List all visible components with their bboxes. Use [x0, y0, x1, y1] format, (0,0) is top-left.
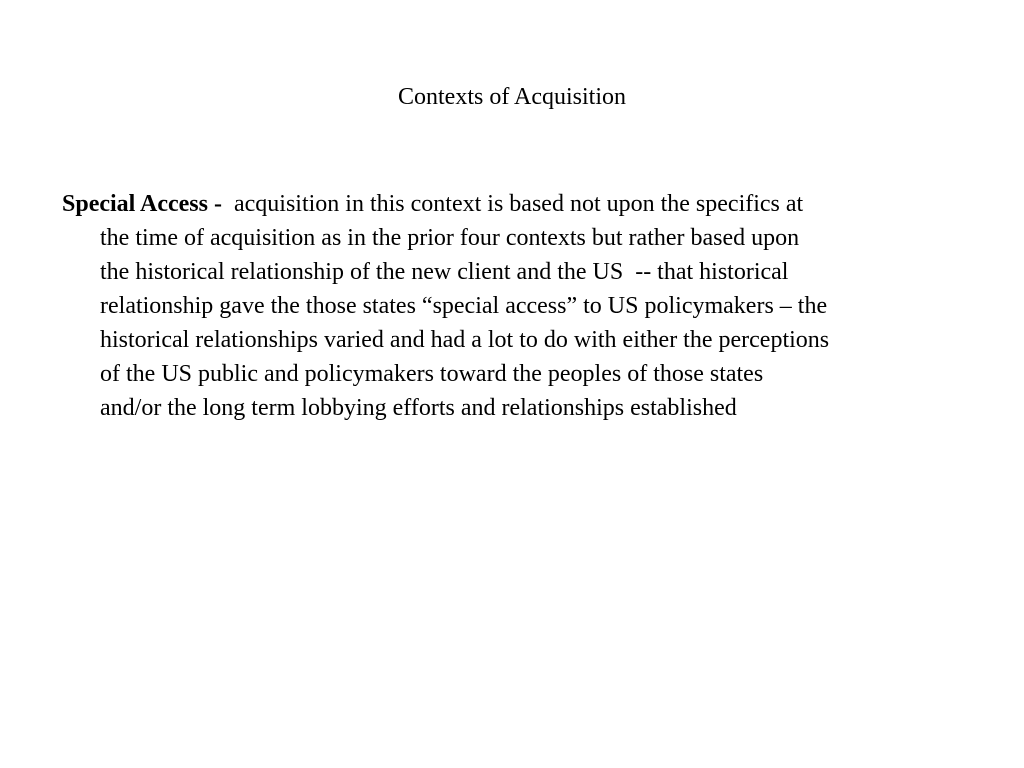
paragraph-line-5: historical relationships varied and had a lot to do with either the perceptions: [100, 327, 830, 353]
slide-title: Contexts of Acquisition: [398, 84, 626, 110]
paragraph-line-7: and/or the long term lobbying efforts and relationships established: [100, 395, 737, 421]
paragraph-line-6: of the US public and policymakers toward the peoples of those states: [100, 361, 764, 387]
bullet-paragraph: [62, 187, 982, 425]
paragraph-line-1: [62, 187, 982, 221]
paragraph-text: acquisition in this context is based not upon the specifics at: [233, 191, 804, 217]
paragraph-line-2: the time of acquisition as in the prior four contexts but rather based upon: [100, 225, 800, 251]
term-separator: -: [207, 191, 228, 217]
term-label: Special Access: [62, 191, 208, 217]
paragraph-line-4: relationship gave the those states “special access” to US policymakers – the: [100, 293, 828, 319]
paragraph-line-3: the historical relationship of the new client and the US -- that historical: [100, 259, 789, 285]
